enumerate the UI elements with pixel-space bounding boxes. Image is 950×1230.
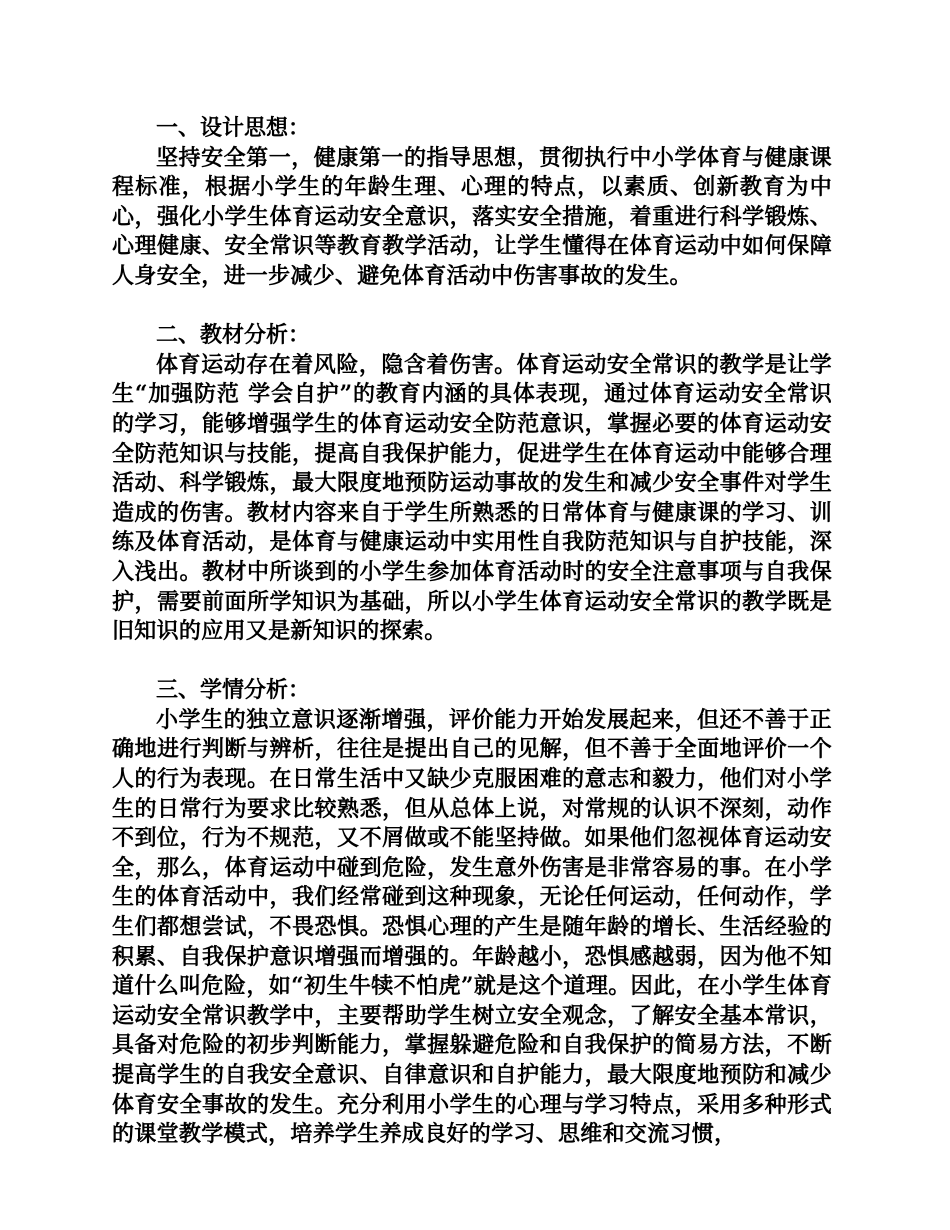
section-body-material-analysis: 体育运动存在着风险，隐含着伤害。体育运动安全常识的教学是让学生“加强防范 学会自护”的教育内涵的具体表现，通过体育运动安全常识的学习，能够增强学生的体育运动安全防范意识，掌握必要的体育运动安全防范知识与技能，提高自我保护能力，促进学生在体育运动中能够合理活动、科学锻炼，最大限度地预防运动事故的发生和减少安全事件对学生造成的伤害。教材内容来自于学生所熟悉的日常体育与健康课的学习、训练及体育活动，是体育与健康运动中实用性自我防范知识与自护技能，深入浅出。教材中所谈到的小学生参加体育活动时的安全注意事项与自我保护，需要前面所学知识为基础，所以小学生体育运动安全常识的教学既是旧知识的应用又是新知识的探索。 [112,351,832,645]
section-heading-design-idea: 一、设计思想： [156,115,311,141]
section-spacer [112,292,832,322]
section-body-learner-analysis: 小学生的独立意识逐渐增强，评价能力开始发展起来，但还不善于正确地进行判断与辨析，往往是提出自己的见解，但不善于全面地评价一个人的行为表现。在日常生活中又缺少克服困难的意志和毅力，他们对小学生的日常行为要求比较熟悉，但从总体上说，对常规的认识不深刻，动作不到位，行为不规范，又不屑做或不能坚持做。如果他们忽视体育运动安全，那么，体育运动中碰到危险，发生意外伤害是非常容易的事。在小学生的体育活动中，我们经常碰到这种现象，无论任何运动，任何动作，学生们都想尝试，不畏恐惧。恐惧心理的产生是随年龄的增长、生活经验的积累、自我保护意识增强而增强的。年龄越小，恐惧感越弱，因为他不知道什么叫危险，如“初生牛犊不怕虎”就是这个道理。因此，在小学生体育运动安全常识教学中，主要帮助学生树立安全观念，了解安全基本常识，具备对危险的初步判断能力，掌握躲避危险和自我保护的简易方法，不断提高学生的自我安全意识、自律意识和自护能力，最大限度地预防和减少体育安全事故的发生。充分利用小学生的心理与学习特点，采用多种形式的课堂教学模式，培养学生养成良好的学习、思维和交流习惯， [112,706,832,1148]
document-body [112,114,832,1150]
section-heading-material-analysis: 二、教材分析： [156,322,311,349]
section-body-design-idea: 坚持安全第一，健康第一的指导思想，贯彻执行中小学体育与健康课程标准，根据小学生的年龄生理、心理的特点，以素质、创新教育为中心，强化小学生体育运动安全意识，落实安全措施，着重进行科学锻炼、心理健康、安全常识等教育教学活动，让学生懂得在体育运动中如何保障人身安全，进一步减少、避免体育活动中伤害事故的发生。 [112,144,832,289]
section-spacer [112,647,832,677]
section-heading-learner-analysis: 三、学情分析： [156,677,311,704]
